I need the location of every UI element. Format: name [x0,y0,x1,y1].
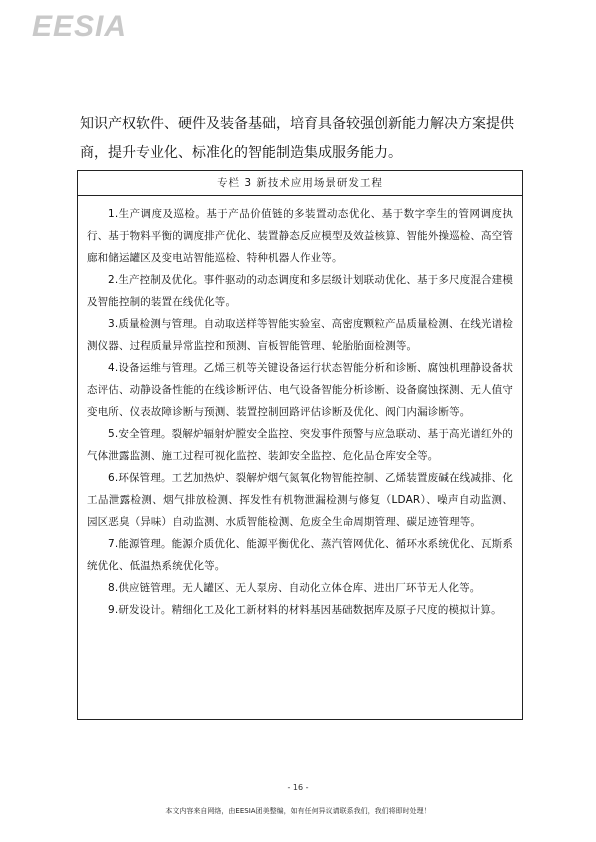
list-item: 8.供应链管理。无人罐区、无人泵房、自动化立体仓库、进出厂环节无人化等。 [108,582,481,594]
intro-paragraph: 知识产权软件、硬件及装备基础，培育具备较强创新能力解决方案提供商，提升专业化、标准化的智能制造集成服务能力。 [80,116,514,161]
list-item: 9.研发设计。精细化工及化工新材料的材料基因基础数据库及原子尺度的模拟计算。 [108,604,502,616]
list-item: 3.质量检测与管理。自动取送样等智能实验室、高密度颗粒产品质量检测、在线光谱检测仪器、过程质量异常监控和预测、盲板智能管理、轮胎胎面检测等。 [87,318,513,352]
list-item: 1.生产调度及巡检。基于产品价值链的多装置动态优化、基于数字孪生的管网调度执行、基于物料平衡的调度排产优化、装置静态反应模型及效益核算、智能外操巡检、高空管廊和储运罐区及变电站智能巡检、特种机器人作业等。 [87,208,513,264]
list-item: 6.环保管理。工艺加热炉、裂解炉烟气氮氧化物智能控制、乙烯装置废碱在线减排、化工品泄露检测、烟气排放检测、挥发性有机物泄漏检测与修复（LDAR）、噪声自动监测、园区恶臭（异味）自动监测、水质智能检测、危废全生命周期管理、碳足迹管理等。 [87,472,513,528]
list-item: 2.生产控制及优化。事件驱动的动态调度和多层级计划联动优化、基于多尺度混合建模及智能控制的装置在线优化等。 [87,274,513,308]
box-title: 专栏 3 新技术应用场景研发工程 [78,171,522,196]
eesia-logo: EESIA [32,10,128,43]
list-item: 7.能源管理。能源介质优化、能源平衡优化、蒸汽管网优化、循环水系统优化、瓦斯系统优化、低温热系统优化等。 [87,538,513,572]
special-column-box [77,170,523,720]
box-body [78,196,522,621]
list-item: 4.设备运维与管理。乙烯三机等关键设备运行状态智能分析和诊断、腐蚀机理静设备状态评估、动静设备性能的在线诊断评估、电气设备智能分析诊断、设备腐蚀探测、无人值守变电所、仪表故障诊断与预测、装置控制回路评估诊断及优化、阀门内漏诊断等。 [87,362,513,418]
list-item: 5.安全管理。裂解炉辐射炉膛安全监控、突发事件预警与应急联动、基于高光谱红外的气体泄露监测、施工过程可视化监控、装卸安全监控、危化品仓库安全等。 [87,428,513,462]
footer-note: 本文内容来自网络，由EESIA团美整编，如有任何异议请联系我们，我们将即时处理！ [165,807,431,815]
page-number: - 16 - [287,783,309,792]
